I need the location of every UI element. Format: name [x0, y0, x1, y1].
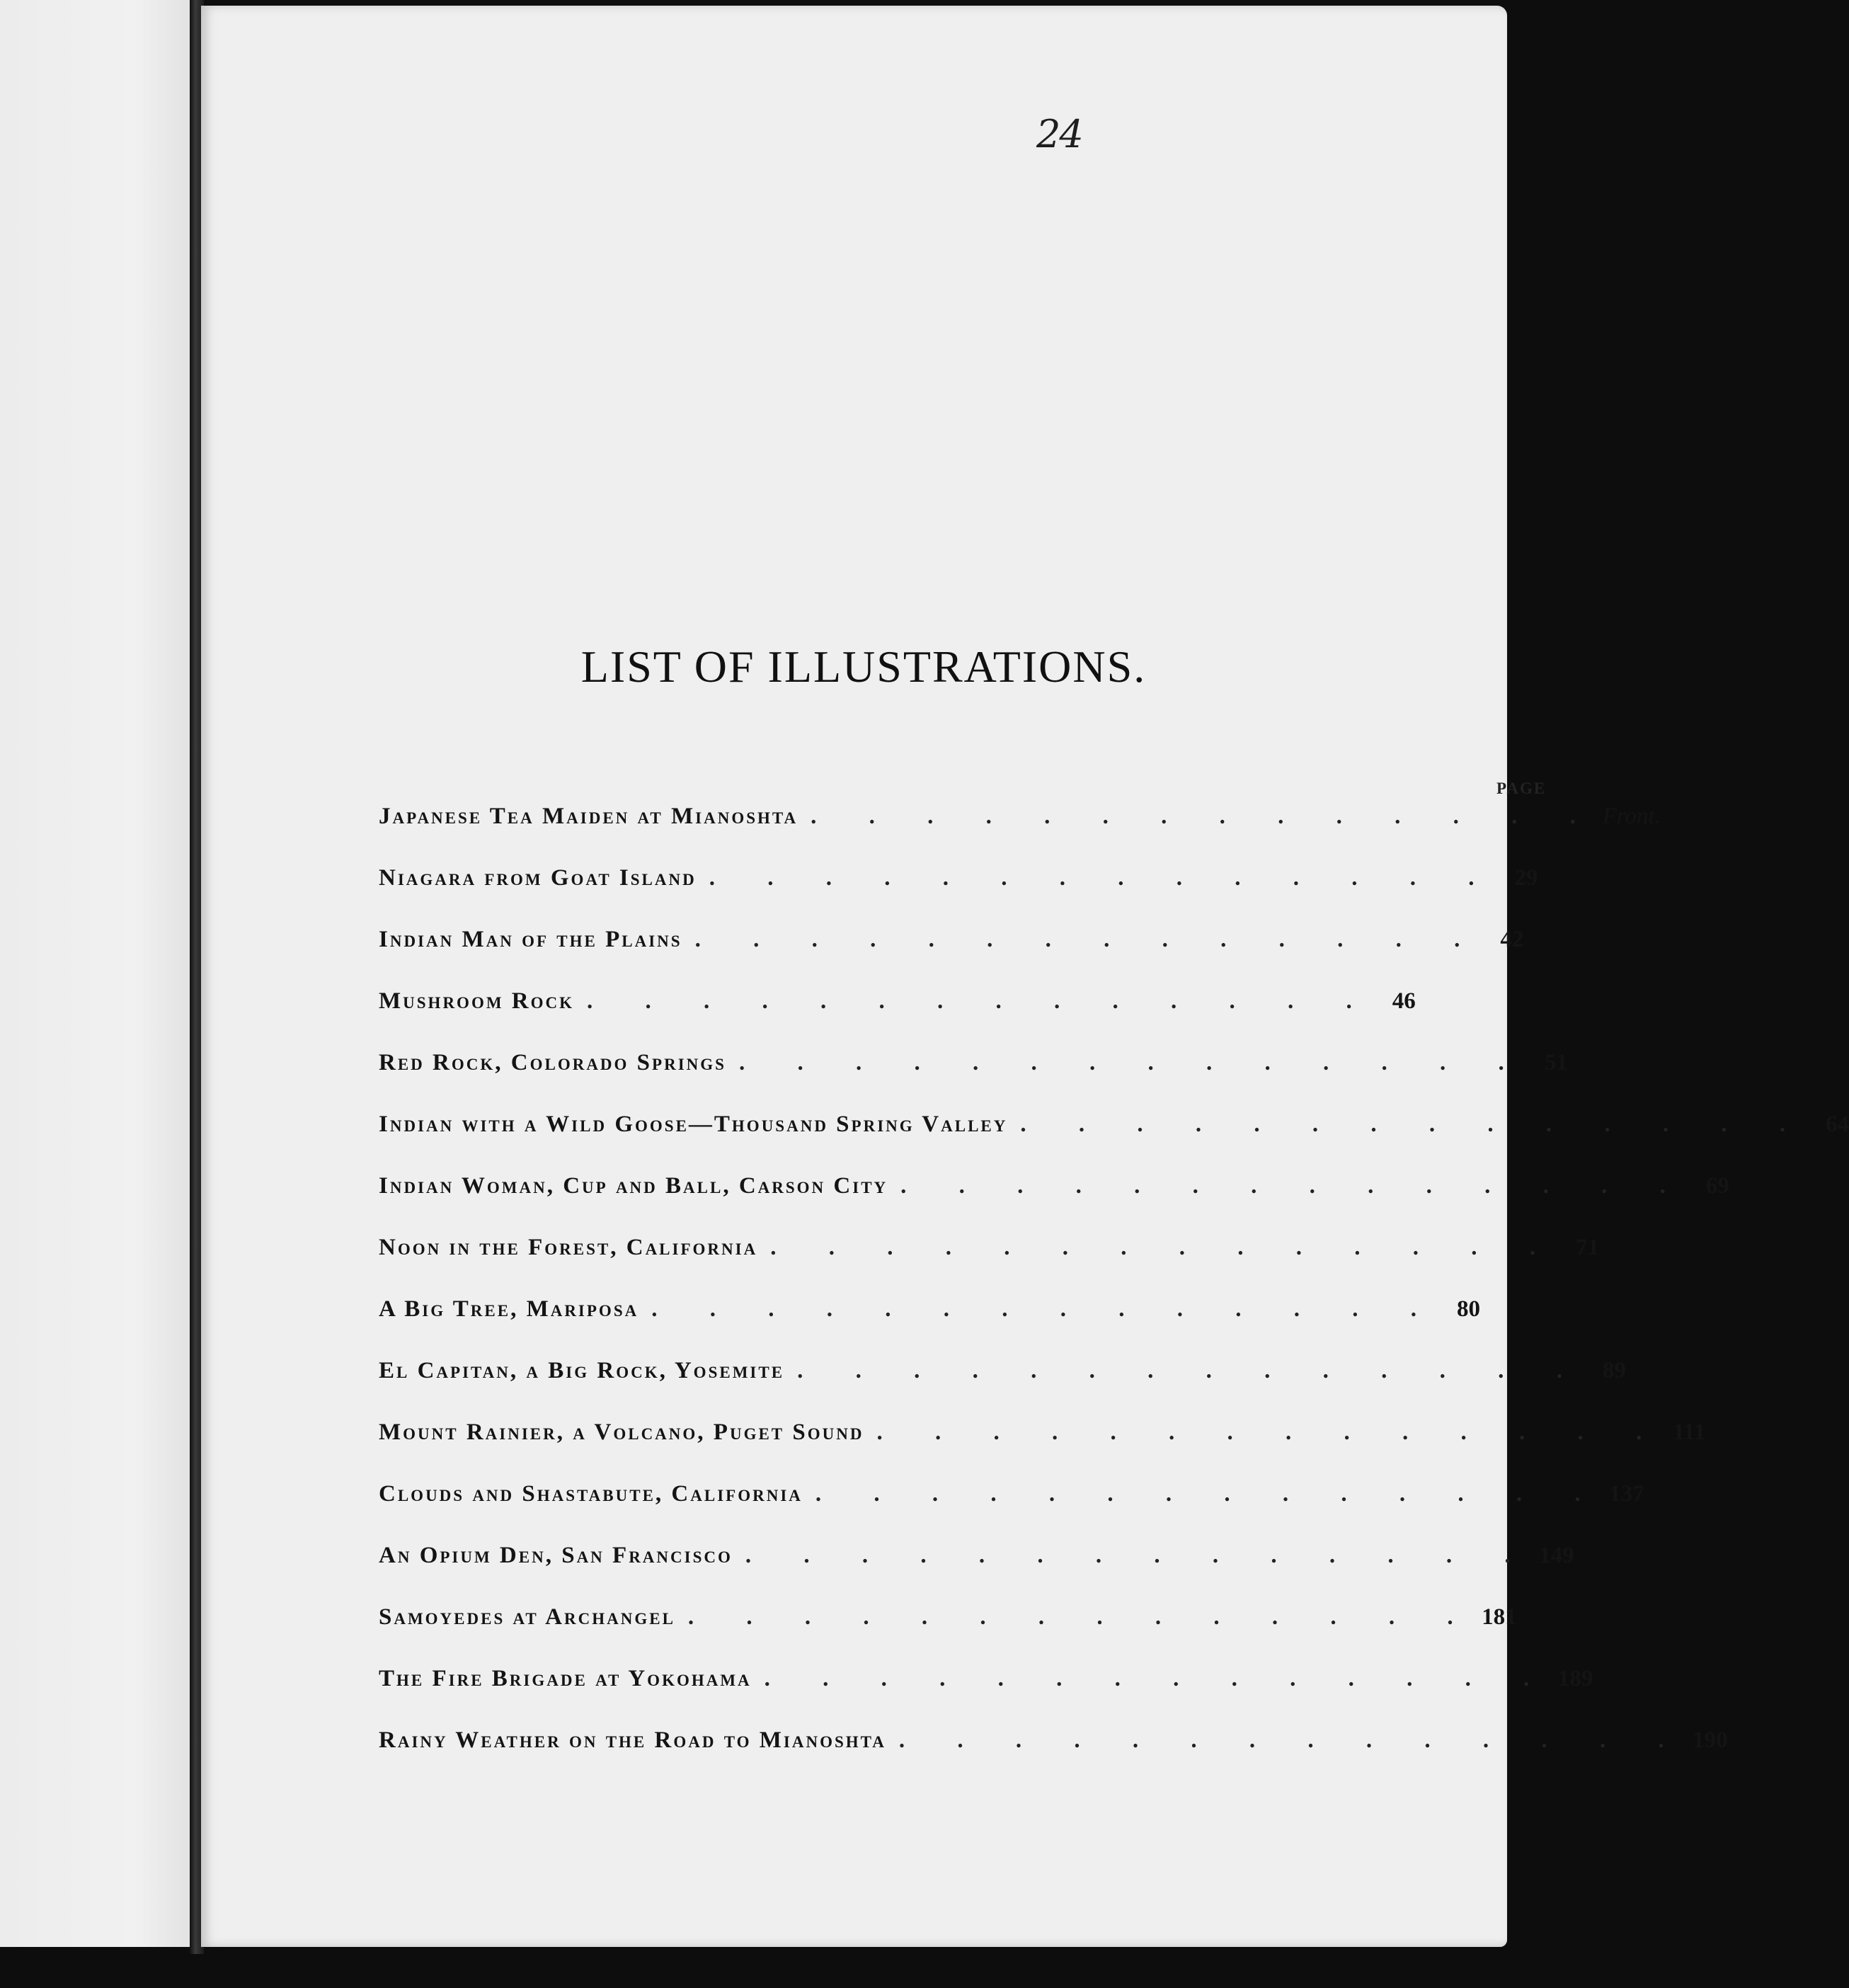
entry-title: Mount Rainier, a Volcano, Puget Sound: [379, 1419, 864, 1445]
entry-title: The Fire Brigade at Yokohama: [379, 1666, 752, 1691]
dot-leader: [651, 1296, 1416, 1323]
entry-title: Niagara from Goat Island: [379, 865, 697, 891]
list-item: [379, 1094, 1849, 1155]
left-page-edge: [0, 0, 193, 1947]
entry-title: Indian Man of the Plains: [379, 927, 682, 952]
entry-page: 46: [1392, 988, 1416, 1014]
entry-title: Noon in the Forest, California: [379, 1235, 758, 1260]
entry-title: Mushroom Rock: [379, 988, 575, 1014]
dot-leader: [876, 1419, 1642, 1446]
page-column-header: PAGE: [1496, 779, 1547, 797]
dot-leader: [709, 865, 1475, 891]
list-item: [379, 1525, 1574, 1587]
list-item: [379, 1587, 1517, 1648]
list-item: [379, 971, 1416, 1032]
entry-title: El Capitan, a Big Rock, Yosemite: [379, 1358, 785, 1383]
dot-leader: [815, 1481, 1581, 1507]
list-item: [379, 1217, 1599, 1279]
entry-page: 42: [1500, 927, 1524, 952]
handwritten-page-number: 24: [1036, 112, 1082, 156]
list-item: [379, 909, 1524, 971]
entry-page: 137: [1609, 1481, 1644, 1507]
entry-title: Japanese Tea Maiden at Mianoshta: [379, 804, 798, 829]
dot-leader: [688, 1604, 1453, 1630]
list-item: [379, 1710, 1728, 1771]
entry-title: Red Rock, Colorado Springs: [379, 1050, 726, 1075]
entry-page: 69: [1705, 1173, 1729, 1199]
entry-title: Samoyedes at Archangel: [379, 1604, 675, 1630]
list-item: [379, 1032, 1568, 1094]
entry-page: 89: [1602, 1358, 1626, 1383]
entry-page: 111: [1673, 1419, 1706, 1445]
entry-page: 64: [1826, 1112, 1849, 1137]
entry-page: 80: [1456, 1296, 1480, 1322]
entry-title: Indian Woman, Cup and Ball, Carson City: [379, 1173, 888, 1199]
entry-title: Indian with a Wild Goose—Thousand Spring Valley: [379, 1112, 1008, 1137]
entry-title: Clouds and Shastabute, California: [379, 1481, 803, 1507]
entry-page: 51: [1544, 1050, 1568, 1075]
entry-page: 190: [1693, 1727, 1728, 1753]
entry-page: 149: [1539, 1543, 1574, 1568]
entry-title: An Opium Den, San Francisco: [379, 1543, 733, 1568]
entry-page: 29: [1514, 865, 1538, 891]
dot-leader: [797, 1358, 1562, 1384]
dot-leader: [899, 1727, 1664, 1754]
list-item: [379, 1648, 1593, 1710]
list-item: [379, 1402, 1706, 1463]
dot-leader: [695, 927, 1460, 953]
list-item: [379, 1279, 1480, 1340]
entry-page: Front.: [1602, 804, 1661, 829]
entry-page: 181: [1482, 1604, 1517, 1630]
dot-leader: [745, 1543, 1511, 1569]
dot-leader: [739, 1050, 1504, 1076]
list-item: [379, 847, 1538, 909]
dot-leader: [770, 1235, 1535, 1261]
dot-leader: [900, 1173, 1666, 1199]
dot-leader: [811, 804, 1576, 830]
dot-leader: [587, 988, 1352, 1015]
entry-title: A Big Tree, Mariposa: [379, 1296, 639, 1322]
entry-page: 71: [1575, 1235, 1599, 1260]
dot-leader: [765, 1666, 1530, 1692]
list-item: [379, 1463, 1644, 1525]
list-item: [379, 1340, 1626, 1402]
entry-title: Rainy Weather on the Road to Mianoshta: [379, 1727, 886, 1753]
list-item: [379, 1155, 1729, 1217]
dot-leader: [1020, 1112, 1785, 1138]
page-title: LIST OF ILLUSTRATIONS.: [580, 641, 1147, 692]
entry-page: 189: [1557, 1666, 1593, 1691]
